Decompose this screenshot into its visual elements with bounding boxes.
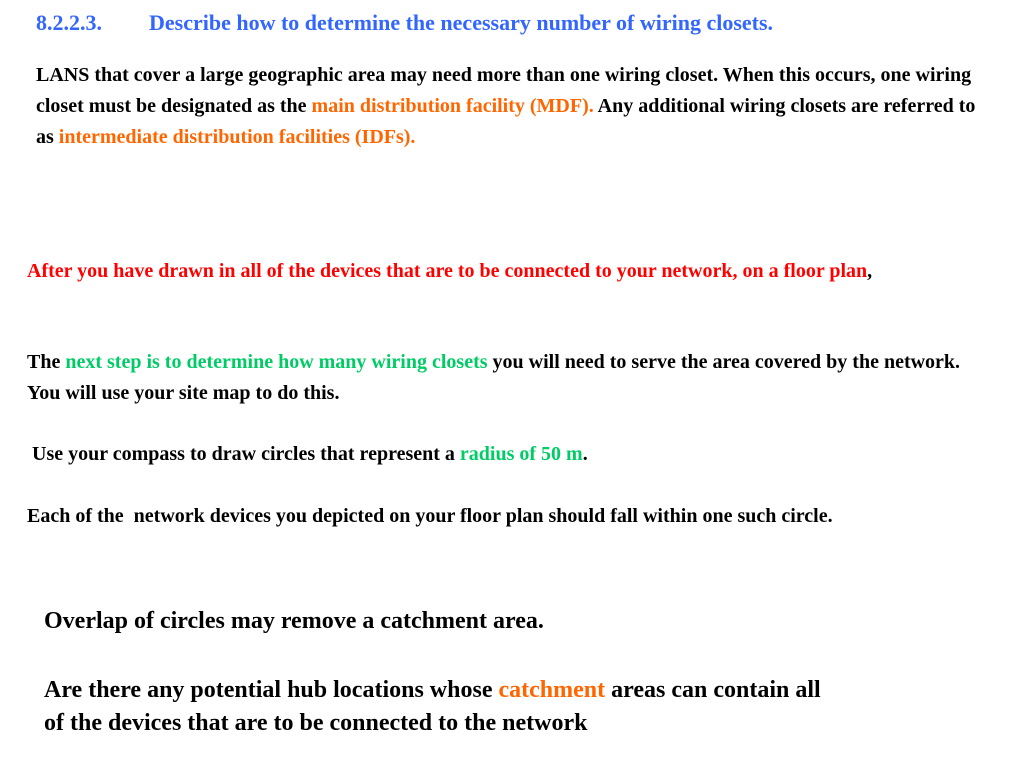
next-step-paragraph	[27, 347, 992, 409]
compass-paragraph	[27, 439, 992, 470]
next-step-text-2: you will need to serve the area covered by the network. You will use your site map to do this.	[27, 351, 961, 404]
section-number: 8.2.2.3.	[36, 10, 102, 35]
each-device-paragraph	[27, 501, 992, 532]
hubs-text-1: Are there any potential hub locations whose	[44, 677, 499, 703]
mdf-term: main distribution facility (MDF).	[311, 95, 594, 117]
intro-paragraph	[36, 60, 996, 153]
compass-period: .	[582, 443, 588, 465]
idf-term: intermediate distribution facilities (IDFs).	[58, 126, 416, 148]
intro-text-1: LANS that cover a large geographic area may need more than one wiring closet. When this occurs, one wiring closet must be designated as the	[36, 64, 972, 117]
slide-title	[36, 9, 773, 37]
intro-text-2: Any additional wiring closets are referred to as	[36, 95, 976, 148]
overlap-paragraph	[44, 605, 544, 637]
radius-highlight: radius of 50 m	[459, 443, 583, 465]
drawn-devices-paragraph	[27, 256, 992, 287]
compass-text-1: Use your compass to draw circles that represent a	[27, 443, 460, 465]
drawn-devices-text: After you have drawn in all of the devices that are to be connected to your network, on a floor plan	[27, 260, 868, 282]
each-device-text: Each of the network devices you depicted on your floor plan should fall within one such circle.	[27, 505, 833, 527]
hub-locations-paragraph	[44, 674, 844, 740]
catchment-highlight: catchment	[498, 677, 606, 703]
hubs-text-2: areas can contain all of the devices that are to be connected to the network	[44, 677, 821, 736]
drawn-comma: ,	[867, 260, 873, 282]
next-step-text-1: The	[27, 351, 66, 373]
overlap-text: Overlap of circles may remove a catchment area.	[44, 608, 544, 634]
title-text: Describe how to determine the necessary number of wiring closets.	[149, 10, 774, 35]
next-step-highlight: next step is to determine how many wiring closets	[65, 351, 488, 373]
